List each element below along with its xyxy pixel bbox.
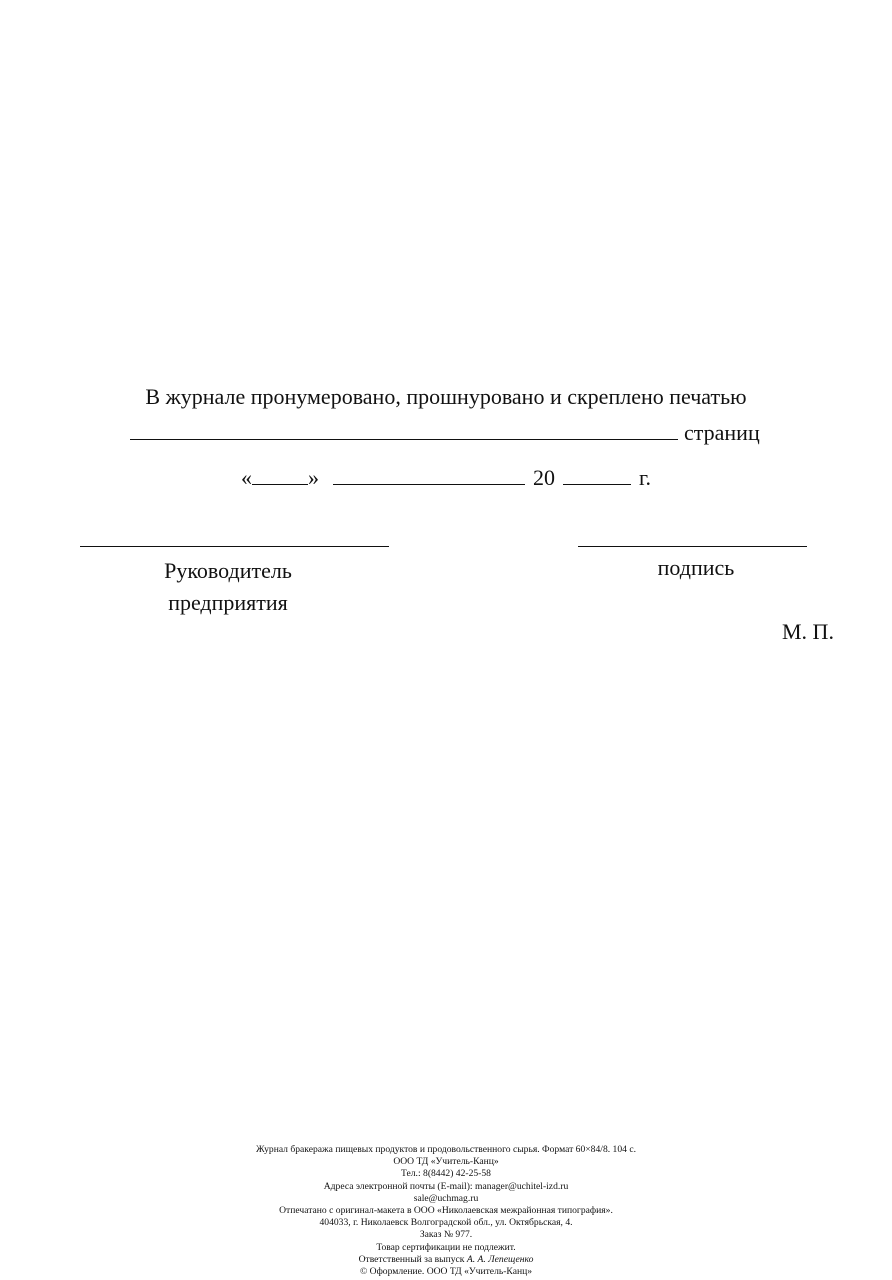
imprint-phone: Тел.: 8(8442) 42-25-58 [401,1168,491,1180]
year-suffix: г. [638,465,652,490]
imprint-certification: Товар сертификации не подлежит. [376,1241,516,1253]
date-open-quote: « [240,465,252,490]
imprint-printer: Отпечатано с оригинал-макета в ООО «Николаевская межрайонная типография». [279,1205,613,1217]
imprint-responsible [0,1254,892,1266]
pages-count-blank [130,415,678,440]
day-blank [252,460,308,485]
imprint-copyright: © Оформление. ООО ТД «Учитель-Канц» [359,1266,533,1278]
month-blank [333,460,525,485]
certification-text: В журнале пронумеровано, прошнуровано и скреплено печатью [145,384,747,409]
signature-blank [578,546,807,547]
signature-label: подпись [657,555,735,580]
imprint-block [0,1144,892,1278]
imprint-responsible-name: А. А. Лепещенко [466,1253,534,1265]
date-line [0,460,892,491]
year-prefix: 20 [532,465,555,490]
imprint-email-2: sale@uchmag.ru [413,1192,479,1204]
stamp-label: М. П. [782,619,834,644]
imprint-address: 404033, г. Николаевск Волгоградской обл., ул. Октябрьская, 4. [319,1217,573,1229]
imprint-email: Адреса электронной почты (E-mail): manager@uchitel-izd.ru [323,1180,569,1192]
head-label: Руководитель предприятия [164,558,292,615]
pages-count-line [130,415,760,446]
head-name-blank [80,546,389,547]
year-blank [563,460,631,485]
imprint-title: Журнал бракеража пищевых продуктов и продовольственного сырья. Формат 60×84/8. 104 с. [255,1144,636,1155]
imprint-order: Заказ № 977. [419,1229,473,1241]
pages-suffix: страниц [684,420,760,445]
imprint-responsible-label: Ответственный за выпуск [358,1253,465,1265]
date-close-quote: » [307,465,319,490]
imprint-publisher: ООО ТД «Учитель-Канц» [393,1156,499,1168]
